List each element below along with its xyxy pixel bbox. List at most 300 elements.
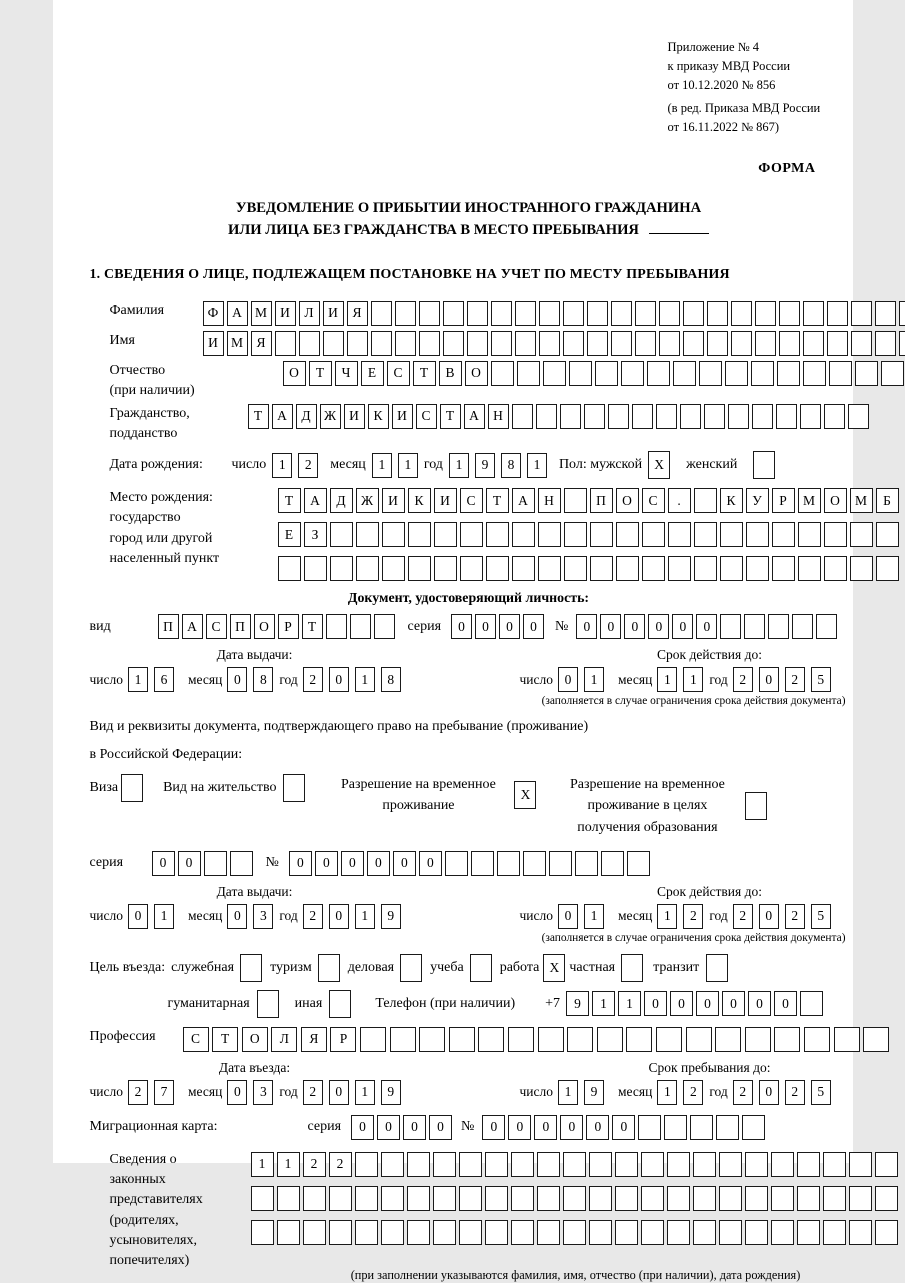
char-cell[interactable] <box>374 614 395 639</box>
char-cell[interactable]: А <box>272 404 293 429</box>
char-cell[interactable] <box>642 556 665 581</box>
char-cell[interactable]: Т <box>440 404 461 429</box>
char-cell[interactable] <box>664 1115 687 1140</box>
char-cell[interactable]: И <box>382 488 405 513</box>
char-cell[interactable] <box>433 1186 456 1211</box>
char-cell[interactable]: О <box>242 1027 268 1052</box>
char-cell[interactable]: 0 <box>696 614 717 639</box>
char-cell[interactable]: 0 <box>612 1115 635 1140</box>
char-cell[interactable]: 0 <box>759 1080 779 1105</box>
checkbox-cell[interactable] <box>240 954 262 982</box>
char-cell[interactable] <box>707 301 728 326</box>
char-cell[interactable] <box>772 522 795 547</box>
char-cell[interactable] <box>537 1152 560 1177</box>
char-cell[interactable] <box>693 1186 716 1211</box>
id-issue-day-boxes[interactable] <box>128 667 180 692</box>
char-cell[interactable] <box>251 1220 274 1245</box>
char-cell[interactable] <box>459 1152 482 1177</box>
char-cell[interactable] <box>278 556 301 581</box>
char-cell[interactable] <box>326 614 347 639</box>
char-cell[interactable] <box>779 331 800 356</box>
char-cell[interactable] <box>277 1220 300 1245</box>
char-cell[interactable] <box>512 404 533 429</box>
purpose-work-checkbox[interactable] <box>543 954 565 982</box>
char-cell[interactable]: 0 <box>644 991 667 1016</box>
char-cell[interactable] <box>774 1027 800 1052</box>
char-cell[interactable] <box>804 1027 830 1052</box>
char-cell[interactable] <box>667 1152 690 1177</box>
char-cell[interactable]: 2 <box>733 904 753 929</box>
char-cell[interactable] <box>771 1186 794 1211</box>
char-cell[interactable] <box>779 301 800 326</box>
char-cell[interactable] <box>875 1186 898 1211</box>
char-cell[interactable] <box>395 301 416 326</box>
char-cell[interactable] <box>575 851 598 876</box>
char-cell[interactable] <box>876 522 899 547</box>
char-cell[interactable] <box>611 331 632 356</box>
char-cell[interactable] <box>827 331 848 356</box>
char-cell[interactable] <box>511 1220 534 1245</box>
char-cell[interactable] <box>511 1186 534 1211</box>
char-cell[interactable] <box>707 331 728 356</box>
char-cell[interactable] <box>719 1220 742 1245</box>
checkbox-cell[interactable] <box>318 954 340 982</box>
stay-day-boxes[interactable] <box>558 1080 610 1105</box>
char-cell[interactable]: 0 <box>624 614 645 639</box>
char-cell[interactable] <box>587 331 608 356</box>
char-cell[interactable] <box>538 522 561 547</box>
char-cell[interactable] <box>824 522 847 547</box>
char-cell[interactable] <box>563 1152 586 1177</box>
char-cell[interactable]: М <box>251 301 272 326</box>
visa-checkbox[interactable] <box>121 774 143 802</box>
char-cell[interactable] <box>850 556 873 581</box>
char-cell[interactable]: С <box>206 614 227 639</box>
char-cell[interactable] <box>635 331 656 356</box>
char-cell[interactable]: Т <box>309 361 332 386</box>
char-cell[interactable] <box>704 404 725 429</box>
char-cell[interactable] <box>460 556 483 581</box>
char-cell[interactable]: З <box>304 522 327 547</box>
char-cell[interactable] <box>408 522 431 547</box>
char-cell[interactable] <box>834 1027 860 1052</box>
char-cell[interactable] <box>875 331 896 356</box>
char-cell[interactable]: Р <box>278 614 299 639</box>
char-cell[interactable]: 1 <box>355 1080 375 1105</box>
char-cell[interactable] <box>549 851 572 876</box>
char-cell[interactable] <box>720 522 743 547</box>
char-cell[interactable] <box>381 1186 404 1211</box>
char-cell[interactable]: И <box>434 488 457 513</box>
char-cell[interactable] <box>745 1186 768 1211</box>
char-cell[interactable]: Т <box>302 614 323 639</box>
birth-month-boxes[interactable] <box>372 453 424 478</box>
char-cell[interactable]: 5 <box>811 667 831 692</box>
char-cell[interactable] <box>824 556 847 581</box>
purpose-transit-checkbox[interactable] <box>706 954 728 982</box>
char-cell[interactable]: Л <box>271 1027 297 1052</box>
id-issue-month-boxes[interactable] <box>227 667 279 692</box>
char-cell[interactable] <box>491 361 514 386</box>
char-cell[interactable] <box>350 614 371 639</box>
char-cell[interactable]: 1 <box>527 453 547 478</box>
stay-month-boxes[interactable] <box>657 1080 709 1105</box>
char-cell[interactable] <box>419 1027 445 1052</box>
char-cell[interactable]: 0 <box>329 1080 349 1105</box>
char-cell[interactable]: 8 <box>253 667 273 692</box>
char-cell[interactable] <box>647 361 670 386</box>
char-cell[interactable] <box>467 301 488 326</box>
res-valid-month-boxes[interactable] <box>657 904 709 929</box>
doc-number-boxes[interactable] <box>576 614 840 639</box>
char-cell[interactable] <box>803 331 824 356</box>
char-cell[interactable]: 0 <box>558 904 578 929</box>
res-issue-day-boxes[interactable] <box>128 904 180 929</box>
char-cell[interactable] <box>798 556 821 581</box>
char-cell[interactable] <box>590 556 613 581</box>
char-cell[interactable] <box>642 522 665 547</box>
char-cell[interactable]: Л <box>299 301 320 326</box>
char-cell[interactable] <box>471 851 494 876</box>
birth-place-boxes-row2[interactable] <box>278 522 902 547</box>
char-cell[interactable] <box>771 1152 794 1177</box>
char-cell[interactable]: 1 <box>449 453 469 478</box>
char-cell[interactable] <box>797 1186 820 1211</box>
char-cell[interactable]: 5 <box>811 1080 831 1105</box>
char-cell[interactable] <box>693 1152 716 1177</box>
char-cell[interactable] <box>478 1027 504 1052</box>
checkbox-cell[interactable] <box>329 990 351 1018</box>
char-cell[interactable] <box>277 1186 300 1211</box>
char-cell[interactable] <box>407 1152 430 1177</box>
char-cell[interactable]: 0 <box>152 851 175 876</box>
char-cell[interactable] <box>725 361 748 386</box>
representatives-boxes-row1[interactable] <box>251 1152 901 1177</box>
doc-series-boxes[interactable] <box>451 614 547 639</box>
char-cell[interactable] <box>486 556 509 581</box>
char-cell[interactable] <box>304 556 327 581</box>
char-cell[interactable] <box>564 522 587 547</box>
char-cell[interactable]: 0 <box>315 851 338 876</box>
char-cell[interactable]: 2 <box>785 667 805 692</box>
char-cell[interactable]: 0 <box>670 991 693 1016</box>
char-cell[interactable]: 0 <box>748 991 771 1016</box>
char-cell[interactable]: 0 <box>227 1080 247 1105</box>
char-cell[interactable] <box>715 1027 741 1052</box>
char-cell[interactable] <box>323 331 344 356</box>
char-cell[interactable] <box>742 1115 765 1140</box>
char-cell[interactable] <box>329 1186 352 1211</box>
doc-type-boxes[interactable] <box>158 614 398 639</box>
char-cell[interactable] <box>230 851 253 876</box>
char-cell[interactable]: 0 <box>178 851 201 876</box>
char-cell[interactable] <box>632 404 653 429</box>
char-cell[interactable]: А <box>464 404 485 429</box>
char-cell[interactable] <box>449 1027 475 1052</box>
char-cell[interactable] <box>851 331 872 356</box>
char-cell[interactable] <box>716 1115 739 1140</box>
char-cell[interactable]: С <box>416 404 437 429</box>
char-cell[interactable]: 0 <box>351 1115 374 1140</box>
char-cell[interactable] <box>615 1220 638 1245</box>
char-cell[interactable] <box>443 301 464 326</box>
checkbox-cell[interactable] <box>121 774 143 802</box>
char-cell[interactable]: 8 <box>381 667 401 692</box>
char-cell[interactable]: 0 <box>600 614 621 639</box>
char-cell[interactable] <box>330 556 353 581</box>
char-cell[interactable]: 0 <box>128 904 148 929</box>
char-cell[interactable] <box>460 522 483 547</box>
char-cell[interactable]: Т <box>212 1027 238 1052</box>
char-cell[interactable] <box>486 522 509 547</box>
char-cell[interactable] <box>881 361 904 386</box>
char-cell[interactable] <box>443 331 464 356</box>
char-cell[interactable] <box>745 1220 768 1245</box>
char-cell[interactable]: 1 <box>584 904 604 929</box>
char-cell[interactable]: 7 <box>154 1080 174 1105</box>
char-cell[interactable] <box>823 1152 846 1177</box>
char-cell[interactable] <box>563 1220 586 1245</box>
char-cell[interactable] <box>601 851 624 876</box>
char-cell[interactable]: 9 <box>475 453 495 478</box>
char-cell[interactable] <box>863 1027 889 1052</box>
char-cell[interactable] <box>641 1220 664 1245</box>
char-cell[interactable] <box>641 1186 664 1211</box>
char-cell[interactable]: 1 <box>154 904 174 929</box>
char-cell[interactable] <box>824 404 845 429</box>
char-cell[interactable]: М <box>850 488 873 513</box>
char-cell[interactable]: Н <box>488 404 509 429</box>
char-cell[interactable] <box>407 1186 430 1211</box>
char-cell[interactable] <box>803 361 826 386</box>
char-cell[interactable]: 0 <box>558 667 578 692</box>
char-cell[interactable] <box>755 301 776 326</box>
char-cell[interactable]: 1 <box>657 1080 677 1105</box>
char-cell[interactable]: 1 <box>251 1152 274 1177</box>
res-number-boxes[interactable] <box>289 851 653 876</box>
char-cell[interactable] <box>595 361 618 386</box>
checkbox-cell[interactable] <box>621 954 643 982</box>
char-cell[interactable]: С <box>387 361 410 386</box>
purpose-tourism-checkbox[interactable] <box>318 954 340 982</box>
char-cell[interactable] <box>360 1027 386 1052</box>
representatives-boxes-row2[interactable] <box>251 1186 901 1211</box>
char-cell[interactable]: С <box>183 1027 209 1052</box>
char-cell[interactable]: 1 <box>272 453 292 478</box>
profession-boxes[interactable] <box>183 1027 893 1052</box>
char-cell[interactable]: 0 <box>329 904 349 929</box>
char-cell[interactable] <box>875 1152 898 1177</box>
char-cell[interactable]: 0 <box>534 1115 557 1140</box>
checkbox-cell[interactable] <box>257 990 279 1018</box>
char-cell[interactable] <box>641 1152 664 1177</box>
char-cell[interactable]: О <box>465 361 488 386</box>
char-cell[interactable] <box>798 522 821 547</box>
char-cell[interactable]: Ч <box>335 361 358 386</box>
char-cell[interactable]: 2 <box>785 1080 805 1105</box>
checkbox-cell[interactable]: X <box>514 781 536 809</box>
char-cell[interactable] <box>752 404 773 429</box>
char-cell[interactable]: 0 <box>377 1115 400 1140</box>
citizenship-boxes[interactable] <box>248 404 872 429</box>
char-cell[interactable] <box>683 301 704 326</box>
char-cell[interactable]: Т <box>413 361 436 386</box>
char-cell[interactable] <box>875 1220 898 1245</box>
char-cell[interactable] <box>849 1186 872 1211</box>
purpose-humanitarian-checkbox[interactable] <box>257 990 279 1018</box>
char-cell[interactable]: Т <box>486 488 509 513</box>
char-cell[interactable]: 1 <box>398 453 418 478</box>
birth-place-boxes-row3[interactable] <box>278 556 902 581</box>
char-cell[interactable] <box>667 1220 690 1245</box>
char-cell[interactable]: 8 <box>501 453 521 478</box>
char-cell[interactable]: 1 <box>558 1080 578 1105</box>
char-cell[interactable]: И <box>203 331 224 356</box>
char-cell[interactable] <box>746 556 769 581</box>
char-cell[interactable] <box>347 331 368 356</box>
char-cell[interactable]: 0 <box>560 1115 583 1140</box>
char-cell[interactable]: Н <box>538 488 561 513</box>
purpose-other-checkbox[interactable] <box>329 990 351 1018</box>
id-issue-year-boxes[interactable] <box>303 667 407 692</box>
purpose-business-checkbox[interactable] <box>240 954 262 982</box>
char-cell[interactable] <box>390 1027 416 1052</box>
char-cell[interactable]: 0 <box>419 851 442 876</box>
char-cell[interactable] <box>659 301 680 326</box>
char-cell[interactable]: 1 <box>618 991 641 1016</box>
char-cell[interactable] <box>597 1027 623 1052</box>
char-cell[interactable] <box>485 1220 508 1245</box>
char-cell[interactable] <box>803 301 824 326</box>
char-cell[interactable]: 1 <box>683 667 703 692</box>
char-cell[interactable] <box>584 404 605 429</box>
char-cell[interactable]: 6 <box>154 667 174 692</box>
char-cell[interactable]: Д <box>330 488 353 513</box>
char-cell[interactable]: М <box>227 331 248 356</box>
temp-residence-edu-checkbox[interactable] <box>745 792 767 820</box>
char-cell[interactable] <box>827 301 848 326</box>
char-cell[interactable] <box>816 614 837 639</box>
char-cell[interactable]: П <box>158 614 179 639</box>
migr-number-boxes[interactable] <box>482 1115 768 1140</box>
char-cell[interactable]: . <box>668 488 691 513</box>
char-cell[interactable] <box>563 1186 586 1211</box>
stay-year-boxes[interactable] <box>733 1080 837 1105</box>
char-cell[interactable] <box>563 331 584 356</box>
char-cell[interactable] <box>564 556 587 581</box>
char-cell[interactable]: 0 <box>329 667 349 692</box>
entry-year-boxes[interactable] <box>303 1080 407 1105</box>
char-cell[interactable] <box>590 522 613 547</box>
birth-place-boxes-row1[interactable] <box>278 488 902 513</box>
char-cell[interactable] <box>694 488 717 513</box>
char-cell[interactable] <box>777 361 800 386</box>
char-cell[interactable]: И <box>392 404 413 429</box>
char-cell[interactable] <box>371 331 392 356</box>
phone-boxes[interactable] <box>566 991 826 1016</box>
char-cell[interactable] <box>567 1027 593 1052</box>
char-cell[interactable]: А <box>227 301 248 326</box>
char-cell[interactable] <box>382 556 405 581</box>
char-cell[interactable] <box>719 1152 742 1177</box>
char-cell[interactable] <box>382 522 405 547</box>
purpose-private-checkbox[interactable] <box>621 954 643 982</box>
char-cell[interactable]: К <box>720 488 743 513</box>
char-cell[interactable]: 0 <box>429 1115 452 1140</box>
char-cell[interactable] <box>771 1220 794 1245</box>
char-cell[interactable] <box>356 522 379 547</box>
char-cell[interactable]: 0 <box>367 851 390 876</box>
char-cell[interactable] <box>491 301 512 326</box>
temp-residence-checkbox[interactable] <box>514 781 536 809</box>
sex-female-checkbox[interactable] <box>753 451 775 479</box>
char-cell[interactable]: 0 <box>393 851 416 876</box>
char-cell[interactable] <box>616 556 639 581</box>
char-cell[interactable] <box>876 556 899 581</box>
char-cell[interactable]: 0 <box>648 614 669 639</box>
char-cell[interactable] <box>668 522 691 547</box>
char-cell[interactable] <box>728 404 749 429</box>
char-cell[interactable] <box>204 851 227 876</box>
purpose-study-checkbox[interactable] <box>470 954 492 982</box>
char-cell[interactable] <box>299 331 320 356</box>
char-cell[interactable] <box>589 1186 612 1211</box>
char-cell[interactable] <box>569 361 592 386</box>
char-cell[interactable]: К <box>408 488 431 513</box>
char-cell[interactable] <box>608 404 629 429</box>
char-cell[interactable]: Е <box>278 522 301 547</box>
char-cell[interactable]: М <box>798 488 821 513</box>
char-cell[interactable] <box>356 556 379 581</box>
char-cell[interactable]: 9 <box>584 1080 604 1105</box>
char-cell[interactable] <box>517 361 540 386</box>
char-cell[interactable] <box>251 1186 274 1211</box>
char-cell[interactable] <box>656 1027 682 1052</box>
char-cell[interactable]: 0 <box>508 1115 531 1140</box>
char-cell[interactable] <box>523 851 546 876</box>
char-cell[interactable]: Т <box>248 404 269 429</box>
char-cell[interactable]: 0 <box>499 614 520 639</box>
char-cell[interactable] <box>680 404 701 429</box>
char-cell[interactable] <box>616 522 639 547</box>
char-cell[interactable]: Р <box>330 1027 356 1052</box>
char-cell[interactable]: 0 <box>289 851 312 876</box>
char-cell[interactable] <box>668 556 691 581</box>
char-cell[interactable] <box>497 851 520 876</box>
char-cell[interactable]: 0 <box>696 991 719 1016</box>
checkbox-cell[interactable]: X <box>543 954 565 982</box>
char-cell[interactable] <box>776 404 797 429</box>
char-cell[interactable]: В <box>439 361 462 386</box>
checkbox-cell[interactable] <box>283 774 305 802</box>
char-cell[interactable]: 0 <box>672 614 693 639</box>
char-cell[interactable]: Т <box>278 488 301 513</box>
char-cell[interactable] <box>848 404 869 429</box>
char-cell[interactable] <box>792 614 813 639</box>
checkbox-cell[interactable] <box>400 954 422 982</box>
char-cell[interactable]: 1 <box>592 991 615 1016</box>
char-cell[interactable] <box>731 331 752 356</box>
char-cell[interactable] <box>694 556 717 581</box>
char-cell[interactable] <box>408 556 431 581</box>
id-valid-month-boxes[interactable] <box>657 667 709 692</box>
char-cell[interactable]: 0 <box>227 904 247 929</box>
entry-month-boxes[interactable] <box>227 1080 279 1105</box>
char-cell[interactable] <box>615 1152 638 1177</box>
char-cell[interactable] <box>538 1027 564 1052</box>
char-cell[interactable]: 1 <box>372 453 392 478</box>
name-boxes[interactable] <box>203 331 905 356</box>
